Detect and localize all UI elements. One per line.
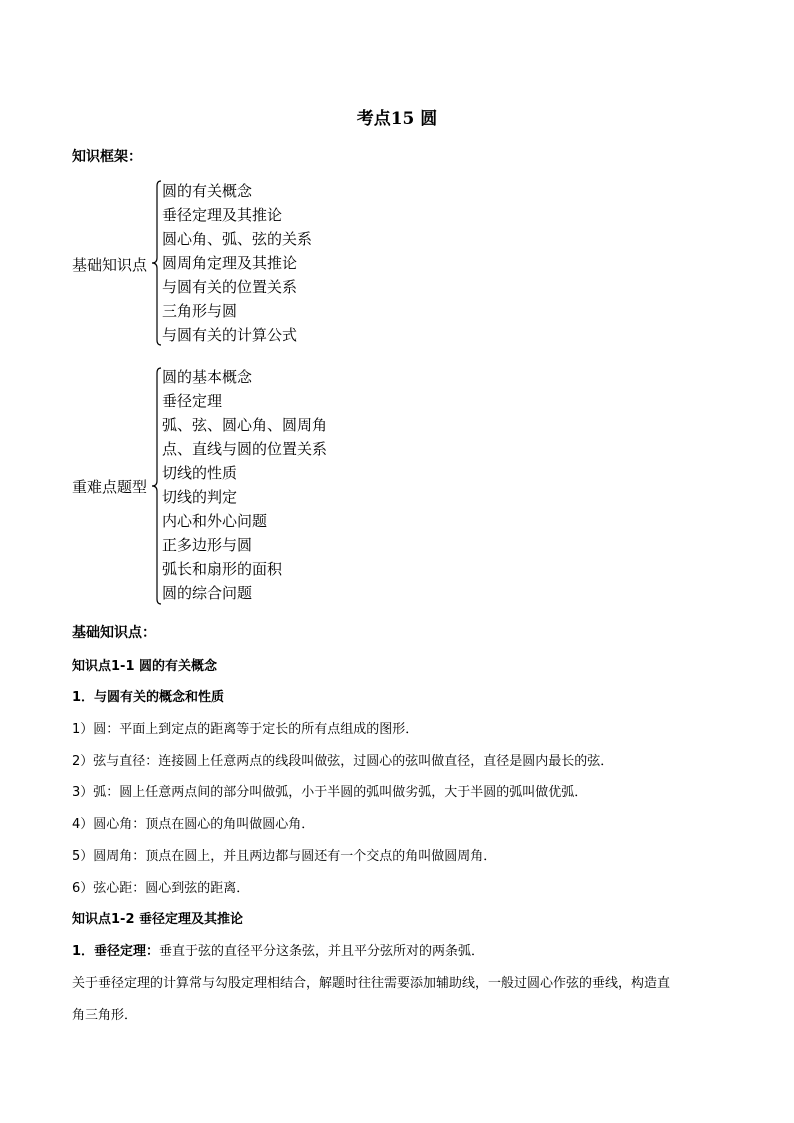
kp2-paragraph-line: 角三角形． bbox=[72, 1008, 138, 1023]
kp1-item: 3）弧：圆上任意两点间的部分叫做弧，小于半圆的弧叫做劣弧，大于半圆的弧叫做优弧． bbox=[72, 785, 588, 800]
kp2-definition bbox=[72, 940, 484, 959]
page-title: 考点15 圆 bbox=[356, 109, 438, 129]
tree-basics-item: 与圆有关的计算公式 bbox=[162, 326, 298, 344]
tree-key-item: 切线的性质 bbox=[162, 464, 238, 482]
kp2-definition-term: 1．垂径定理： bbox=[72, 944, 160, 959]
tree-key-item: 点、直线与圆的位置关系 bbox=[162, 440, 328, 458]
tree-key-item: 圆的综合问题 bbox=[162, 584, 253, 602]
kp1-heading: 知识点1-1 圆的有关概念 bbox=[72, 659, 218, 674]
tree-basics-item: 垂径定理及其推论 bbox=[162, 206, 283, 224]
tree-key-item: 内心和外心问题 bbox=[162, 512, 268, 530]
basics-heading: 基础知识点： bbox=[72, 625, 156, 641]
tree-key-item: 圆的基本概念 bbox=[162, 368, 253, 386]
kp1-item: 4）圆心角：顶点在圆心的角叫做圆心角． bbox=[72, 817, 315, 832]
tree-basics-item: 圆的有关概念 bbox=[162, 182, 253, 200]
tree-key-item: 切线的判定 bbox=[162, 488, 238, 506]
kp2-paragraph-line: 关于垂径定理的计算常与勾股定理相结合，解题时往往需要添加辅助线，一般过圆心作弦的垂线，构造直 bbox=[72, 976, 671, 991]
tree-basics-item: 圆心角、弧、弦的关系 bbox=[162, 230, 313, 248]
tree-basics-item: 圆周角定理及其推论 bbox=[162, 254, 298, 272]
kp2-heading: 知识点1-2 垂径定理及其推论 bbox=[72, 912, 244, 927]
tree-key-item: 垂径定理 bbox=[162, 392, 223, 410]
framework-heading: 知识框架： bbox=[72, 149, 142, 165]
kp1-subheading: 1．与圆有关的概念和性质 bbox=[72, 690, 225, 705]
tree-basics-item: 三角形与圆 bbox=[162, 302, 238, 320]
tree-key-questions-label: 重难点题型 bbox=[72, 478, 148, 496]
tree-basics-item: 与圆有关的位置关系 bbox=[162, 278, 298, 296]
kp1-item: 1）圆：平面上到定点的距离等于定长的所有点组成的图形． bbox=[72, 722, 419, 737]
tree-key-item: 弧长和扇形的面积 bbox=[162, 560, 283, 578]
kp2-definition-text: 垂直于弦的直径平分这条弦，并且平分弦所对的两条弧． bbox=[159, 944, 485, 959]
kp1-item: 2）弦与直径：连接圆上任意两点的线段叫做弦，过圆心的弦叫做直径，直径是圆内最长的弦． bbox=[72, 754, 614, 769]
kp1-item: 6）弦心距：圆心到弦的距离． bbox=[72, 881, 250, 896]
tree-key-item: 弧、弦、圆心角、圆周角 bbox=[162, 416, 328, 434]
tree-key-item: 正多边形与圆 bbox=[162, 536, 253, 554]
kp1-item: 5）圆周角：顶点在圆上，并且两边都与圆还有一个交点的角叫做圆周角． bbox=[72, 849, 497, 864]
tree-basics-label: 基础知识点 bbox=[72, 256, 148, 274]
